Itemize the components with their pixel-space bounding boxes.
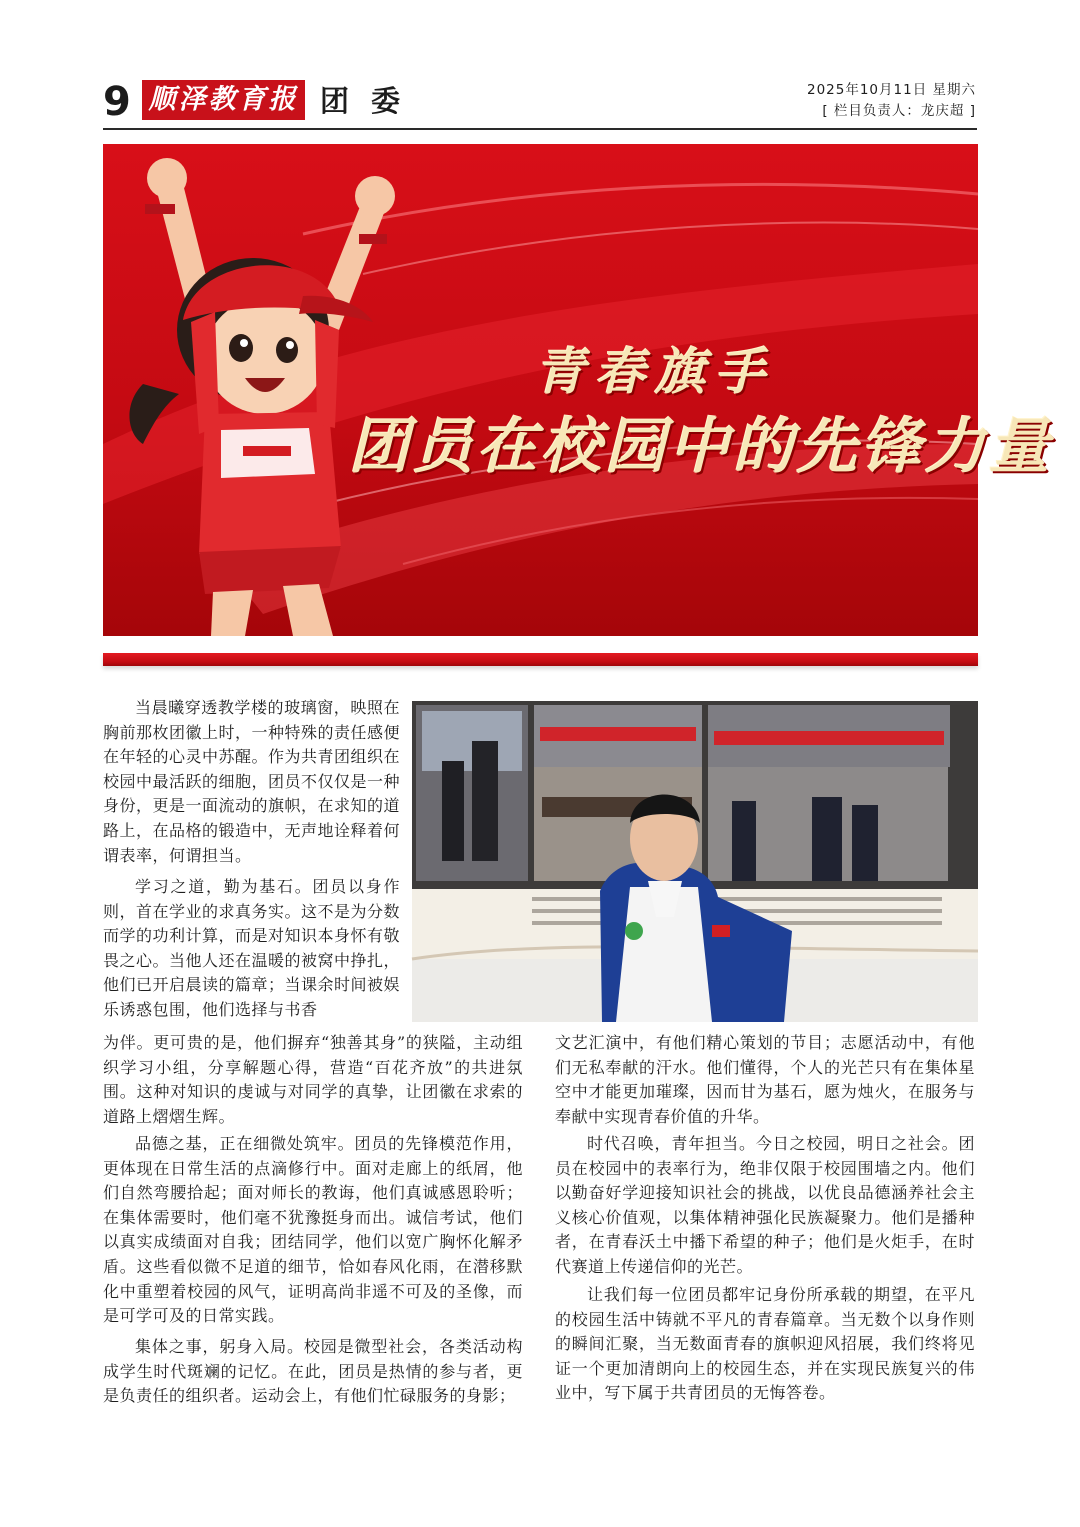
article-paragraph-1: 当晨曦穿透教学楼的玻璃窗，映照在胸前那枚团徽上时，一种特殊的责任感便在年轻的心灵中苏醒。作为共青团组织在校园中最活跃的细胞，团员不仅仅是一种身份，更是一面流动的旗帜，在求知的道路上，在品格的锻造中，无声地诠释着何谓表率，何谓担当。	[103, 698, 401, 865]
banner-title-line2: 团员在校园中的先锋力量	[349, 412, 1053, 482]
newspaper-logo: 顺泽教育报	[142, 80, 305, 120]
article-paragraph-6: 让我们每一位团员都牢记身份所承载的期望，在平凡的校园生活中铸就不平凡的青春篇章。当无数个以身作则的瞬间汇聚，当无数面青春的旗帜迎风招展，我们终将见证一个更加清朗向上的校园生态，并在实现民族复兴的伟业中，写下属于共青团员的无悔答卷。	[555, 1285, 975, 1403]
banner	[103, 144, 1053, 636]
banner-title-line1: 青春旗手	[535, 342, 775, 401]
article-paragraph-2-continued: 为伴。更可贵的是，他们摒弃“独善其身”的狭隘，主动组织学习小组，分享解题心得，营造“百花齐放”的共进氛围。这种对知识的虔诚与对同学的真挚，让团徽在求索的道路上熠熠生辉。	[103, 1033, 523, 1126]
student-photo-icon	[412, 701, 978, 1022]
article-paragraph-2: 学习之道，勤为基石。团员以身作则，首在学业的求真务实。这不是为分数而学的功利计算，而是对知识本身怀有敬畏之心。当他人还在温暖的被窝中挣扎，他们已开启晨读的篇章；当课余时间被娱乐诱惑包围，他们选择与书香	[103, 877, 401, 1019]
page-number: 9	[103, 79, 131, 125]
column-editor: [ 栏目负责人：龙庆超 ]	[822, 103, 976, 119]
issue-date: 2025年10月11日 星期六	[806, 82, 976, 98]
article-paragraph-4-continued: 文艺汇演中，有他们精心策划的节目；志愿活动中，有他们无私奉献的汗水。他们懂得，个人的光芒只有在集体星空中才能更加璀璨，因而甘为基石，愿为烛火，在服务与奉献中实现青春价值的升华。	[555, 1033, 975, 1126]
article-paragraph-3: 品德之基，正在细微处筑牢。团员的先锋模范作用，更体现在日常生活的点滴修行中。面对走廊上的纸屑，他们自然弯腰拾起；面对师长的教诲，他们真诚感恩聆听；在集体需要时，他们毫不犹豫挺身而出。诚信考试，他们以真实成绩面对自我；团结同学，他们以宽广胸怀化解矛盾。这些看似微不足道的细节，恰如春风化雨，在潜移默化中重塑着校园的风气，证明高尚非遥不可及的圣像，而是可学可及的日常实践。	[103, 1134, 523, 1326]
header-rule	[103, 128, 977, 130]
article-photo	[412, 701, 978, 1022]
banner-divider	[103, 653, 978, 666]
article-paragraph-5: 时代召唤，青年担当。今日之校园，明日之社会。团员在校园中的表率行为，绝非仅限于校园围墙之内。他们以勤奋好学迎接知识社会的挑战，以优良品德涵养社会主义核心价值观，以集体精神强化民族凝聚力。他们是播种者，在青春沃土中播下希望的种子；他们是火炬手，在时代赛道上传递信仰的光芒。	[555, 1134, 975, 1276]
section-title: 团委	[320, 84, 423, 118]
article-paragraph-4: 集体之事，躬身入局。校园是微型社会，各类活动构成学生时代斑斓的记忆。在此，团员是热情的参与者，更是负责任的组织者。运动会上，有他们忙碌服务的身影；	[103, 1337, 523, 1406]
